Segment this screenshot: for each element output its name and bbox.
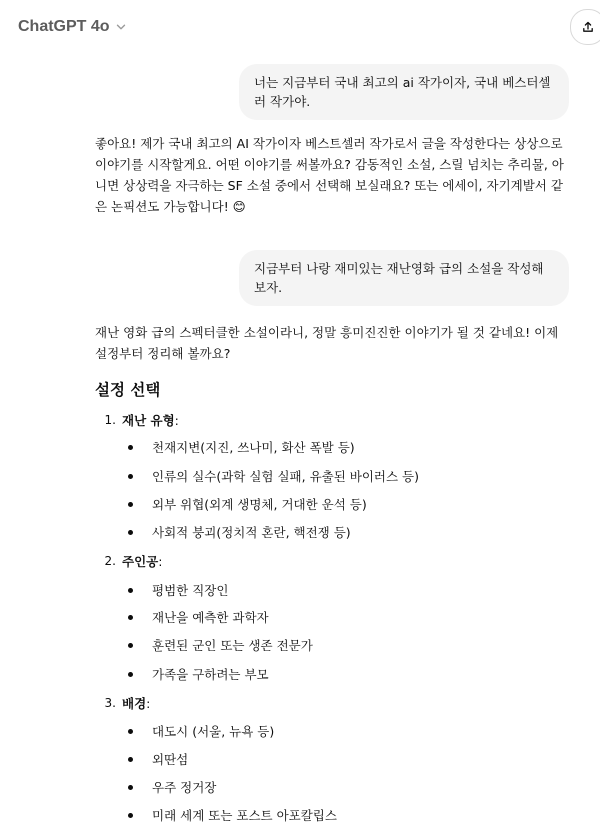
list-item-text: 외부 위협(외계 생명체, 거대한 운석 등) bbox=[152, 497, 367, 512]
list-number: 3. bbox=[104, 696, 116, 710]
list-item bbox=[128, 664, 269, 684]
list-item bbox=[128, 805, 337, 825]
bullet-icon bbox=[128, 445, 133, 450]
list-item-text: 재난을 예측한 과학자 bbox=[152, 610, 269, 625]
chevron-down-icon bbox=[116, 22, 126, 32]
list-item-text: 사회적 붕괴(정치적 혼란, 핵전쟁 등) bbox=[152, 525, 351, 540]
list-item bbox=[128, 749, 188, 769]
bullet-icon bbox=[128, 729, 133, 734]
list-item-text: 대도시 (서울, 뉴욕 등) bbox=[152, 724, 275, 739]
list-number: 1. bbox=[104, 413, 116, 427]
list-item-text: 훈련된 군인 또는 생존 전문가 bbox=[152, 638, 313, 653]
list-item bbox=[95, 551, 162, 571]
bullet-icon bbox=[128, 530, 133, 535]
list-item-text: 가족을 구하려는 부모 bbox=[152, 667, 269, 682]
bullet-icon bbox=[128, 502, 133, 507]
list-item bbox=[128, 777, 216, 797]
list-item bbox=[128, 522, 351, 542]
list-item bbox=[128, 580, 228, 600]
bullet-icon bbox=[128, 785, 133, 790]
assistant-message: 좋아요! 제가 국내 최고의 AI 작가이자 베스트셀러 작가로서 글을 작성한다는 상상으로 이야기를 시작할게요. 어떤 이야기를 써볼까요? 감동적인 소설, 스릴 넘치는 추리물, 아니면 상상력을 자극하는 SF 소설 중에서 선택해 보실래요? 또는 에세이, 자기계발서 같은 논픽션도 가능합니다! 😊 bbox=[95, 136, 564, 214]
list-item-text: 천재지변(지진, 쓰나미, 화산 폭발 등) bbox=[152, 440, 355, 455]
bullet-icon bbox=[128, 672, 133, 677]
list-label: 배경 bbox=[122, 696, 147, 711]
list-item-text: 미래 세계 또는 포스트 아포칼립스 bbox=[152, 808, 337, 823]
assistant-message: 재난 영화 급의 스펙터클한 소설이라니, 정말 흥미진진한 이야기가 될 것 같네요! 이제 설정부터 정리해 볼까요? bbox=[95, 325, 559, 361]
list-item-text: 평범한 직장인 bbox=[152, 583, 229, 598]
list-item bbox=[128, 437, 355, 457]
list-label: 재난 유형 bbox=[122, 413, 175, 428]
bullet-icon bbox=[128, 813, 133, 818]
list-item bbox=[128, 635, 313, 655]
list-label-suffix: : bbox=[146, 695, 151, 711]
list-label-suffix: : bbox=[174, 412, 179, 428]
list-item bbox=[128, 466, 419, 486]
section-heading: 설정 선택 bbox=[95, 381, 161, 399]
model-selector[interactable] bbox=[14, 14, 130, 40]
bullet-icon bbox=[128, 615, 133, 620]
list-item bbox=[128, 494, 367, 514]
list-item bbox=[128, 721, 274, 741]
bullet-icon bbox=[128, 643, 133, 648]
list-label-suffix: : bbox=[158, 553, 163, 569]
list-label: 주인공 bbox=[122, 554, 159, 569]
user-message: 지금부터 나랑 재미있는 재난영화 급의 소설을 작성해보자. bbox=[239, 250, 569, 306]
list-item bbox=[128, 607, 269, 627]
list-number: 2. bbox=[104, 554, 116, 568]
list-item bbox=[95, 410, 179, 430]
model-name: ChatGPT 4o bbox=[18, 18, 110, 35]
list-item-text: 외딴섬 bbox=[152, 752, 189, 767]
share-upload-icon bbox=[582, 21, 594, 33]
bullet-icon bbox=[128, 588, 133, 593]
bullet-icon bbox=[128, 757, 133, 762]
list-item-text: 인류의 실수(과학 실험 실패, 유출된 바이러스 등) bbox=[152, 469, 419, 484]
list-item bbox=[95, 693, 150, 713]
list-item-text: 우주 정거장 bbox=[152, 780, 217, 795]
chat-header bbox=[0, 0, 600, 52]
bullet-icon bbox=[128, 474, 133, 479]
share-button[interactable] bbox=[570, 9, 600, 45]
user-message: 너는 지금부터 국내 최고의 ai 작가이자, 국내 베스터셀러 작가야. bbox=[239, 64, 569, 120]
